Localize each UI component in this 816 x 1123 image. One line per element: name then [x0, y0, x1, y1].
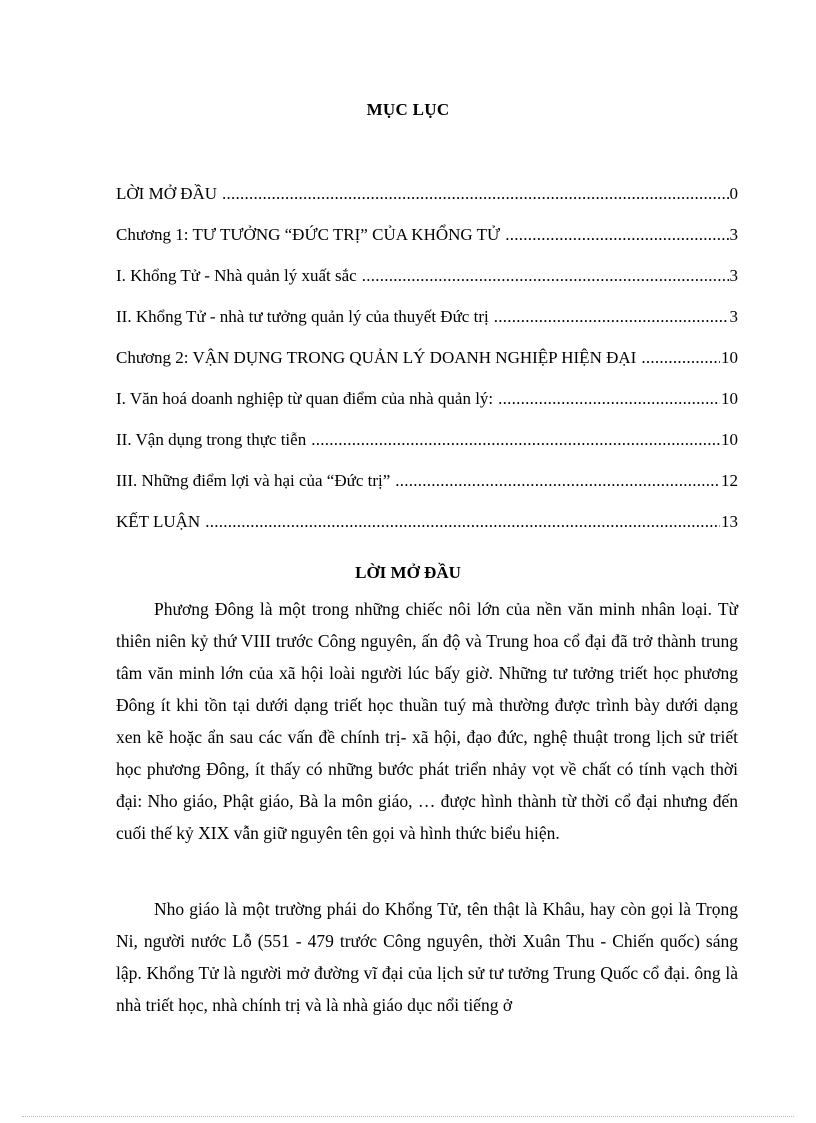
- toc-entry-chapter-2-section-2[interactable]: [116, 429, 738, 470]
- toc-dot-leader: [217, 183, 728, 205]
- toc-dot-leader: [306, 429, 720, 451]
- toc-entry-label: LỜI MỞ ĐẦU: [116, 184, 218, 203]
- toc-entry-page-number: 12: [721, 471, 738, 490]
- toc-entry-label: II. Vận dụng trong thực tiễn: [116, 430, 307, 449]
- table-of-contents: [116, 183, 738, 552]
- toc-dot-leader: [489, 306, 729, 328]
- toc-dot-leader: [500, 224, 728, 246]
- toc-dot-leader: [357, 265, 729, 287]
- toc-entry-page-number: 10: [721, 430, 738, 449]
- toc-entry-page-number: 10: [721, 389, 738, 408]
- toc-entry-conclusion[interactable]: [116, 511, 738, 552]
- toc-entry-page-number: 3: [729, 307, 738, 326]
- toc-entry-chapter-2-section-1[interactable]: [116, 388, 738, 429]
- toc-dot-leader: [200, 511, 720, 533]
- toc-entry-chapter-2-section-3[interactable]: [116, 470, 738, 511]
- toc-entry-label: II. Khổng Tử - nhà tư tưởng quản lý của thuyết Đức trị: [116, 307, 489, 326]
- toc-entry-page-number: 10: [721, 348, 738, 367]
- toc-dot-leader: [390, 470, 720, 492]
- page-bottom-divider: [22, 1116, 794, 1117]
- toc-entry-label: KẾT LUẬN: [116, 512, 201, 531]
- toc-entry-label: Chương 1: TƯ TƯỞNG “ĐỨC TRỊ” CỦA KHỔNG TỬ: [116, 225, 501, 244]
- toc-dot-leader: [493, 388, 720, 410]
- toc-entry-chapter-1-section-1[interactable]: [116, 265, 738, 306]
- toc-entry-chapter-2[interactable]: [116, 347, 738, 388]
- intro-paragraph: Phương Đông là một trong những chiếc nôi lớn của nền văn minh nhân loại. Từ thiên niên kỷ thứ VIII trước Công nguyên, ấn độ và Trung hoa cổ đại đã trở thành trung tâm văn minh lớn của xã hội loài người lúc bấy giờ. Những tư tưởng triết học phương Đông ít khi tồn tại dưới dạng triết học thuần tuý mà thường được trình bày dưới dạng xen kẽ hoặc ẩn sau các vấn đề chính trị- xã hội, đạo đức, nghệ thuật trong lịch sử triết học phương Đông, ít thấy có những bước phát triển nhảy vọt về chất có tính vạch thời đại: Nho giáo, Phật giáo, Bà la môn giáo, … được hình thành từ thời cổ đại nhưng đến cuối thế kỷ XIX vẫn giữ nguyên tên gọi và hình thức biểu hiện.: [116, 599, 738, 843]
- toc-entry-intro[interactable]: [116, 183, 738, 224]
- toc-entry-chapter-1-section-2[interactable]: [116, 306, 738, 347]
- toc-entry-page-number: 3: [729, 266, 738, 285]
- intro-paragraph: Nho giáo là một trường phái do Khổng Tử, tên thật là Khâu, hay còn gọi là Trọng Ni, người nước Lỗ (551 - 479 trước Công nguyên, thời Xuân Thu - Chiến quốc) sáng lập. Khổng Tử là người mở đường vĩ đại của lịch sử tư tưởng Trung Quốc cổ đại. ông là nhà triết học, nhà chính trị và là nhà giáo dục nổi tiếng ở: [116, 899, 738, 1015]
- intro-heading: LỜI MỞ ĐẦU: [355, 563, 461, 582]
- toc-entry-page-number: 3: [729, 225, 738, 244]
- toc-entry-chapter-1[interactable]: [116, 224, 738, 265]
- toc-title: MỤC LỤC: [366, 100, 450, 119]
- toc-entry-label: I. Văn hoá doanh nghiệp từ quan điểm của nhà quản lý:: [116, 389, 494, 408]
- toc-entry-label: III. Những điểm lợi và hại của “Đức trị”: [116, 471, 391, 490]
- toc-entry-label: I. Khổng Tử - Nhà quản lý xuất sắc: [116, 266, 357, 285]
- toc-dot-leader: [636, 347, 720, 369]
- toc-entry-page-number: 0: [729, 184, 738, 203]
- toc-entry-label: Chương 2: VẬN DỤNG TRONG QUẢN LÝ DOANH NGHIỆP HIỆN ĐẠI: [116, 348, 637, 367]
- toc-entry-page-number: 13: [721, 512, 738, 531]
